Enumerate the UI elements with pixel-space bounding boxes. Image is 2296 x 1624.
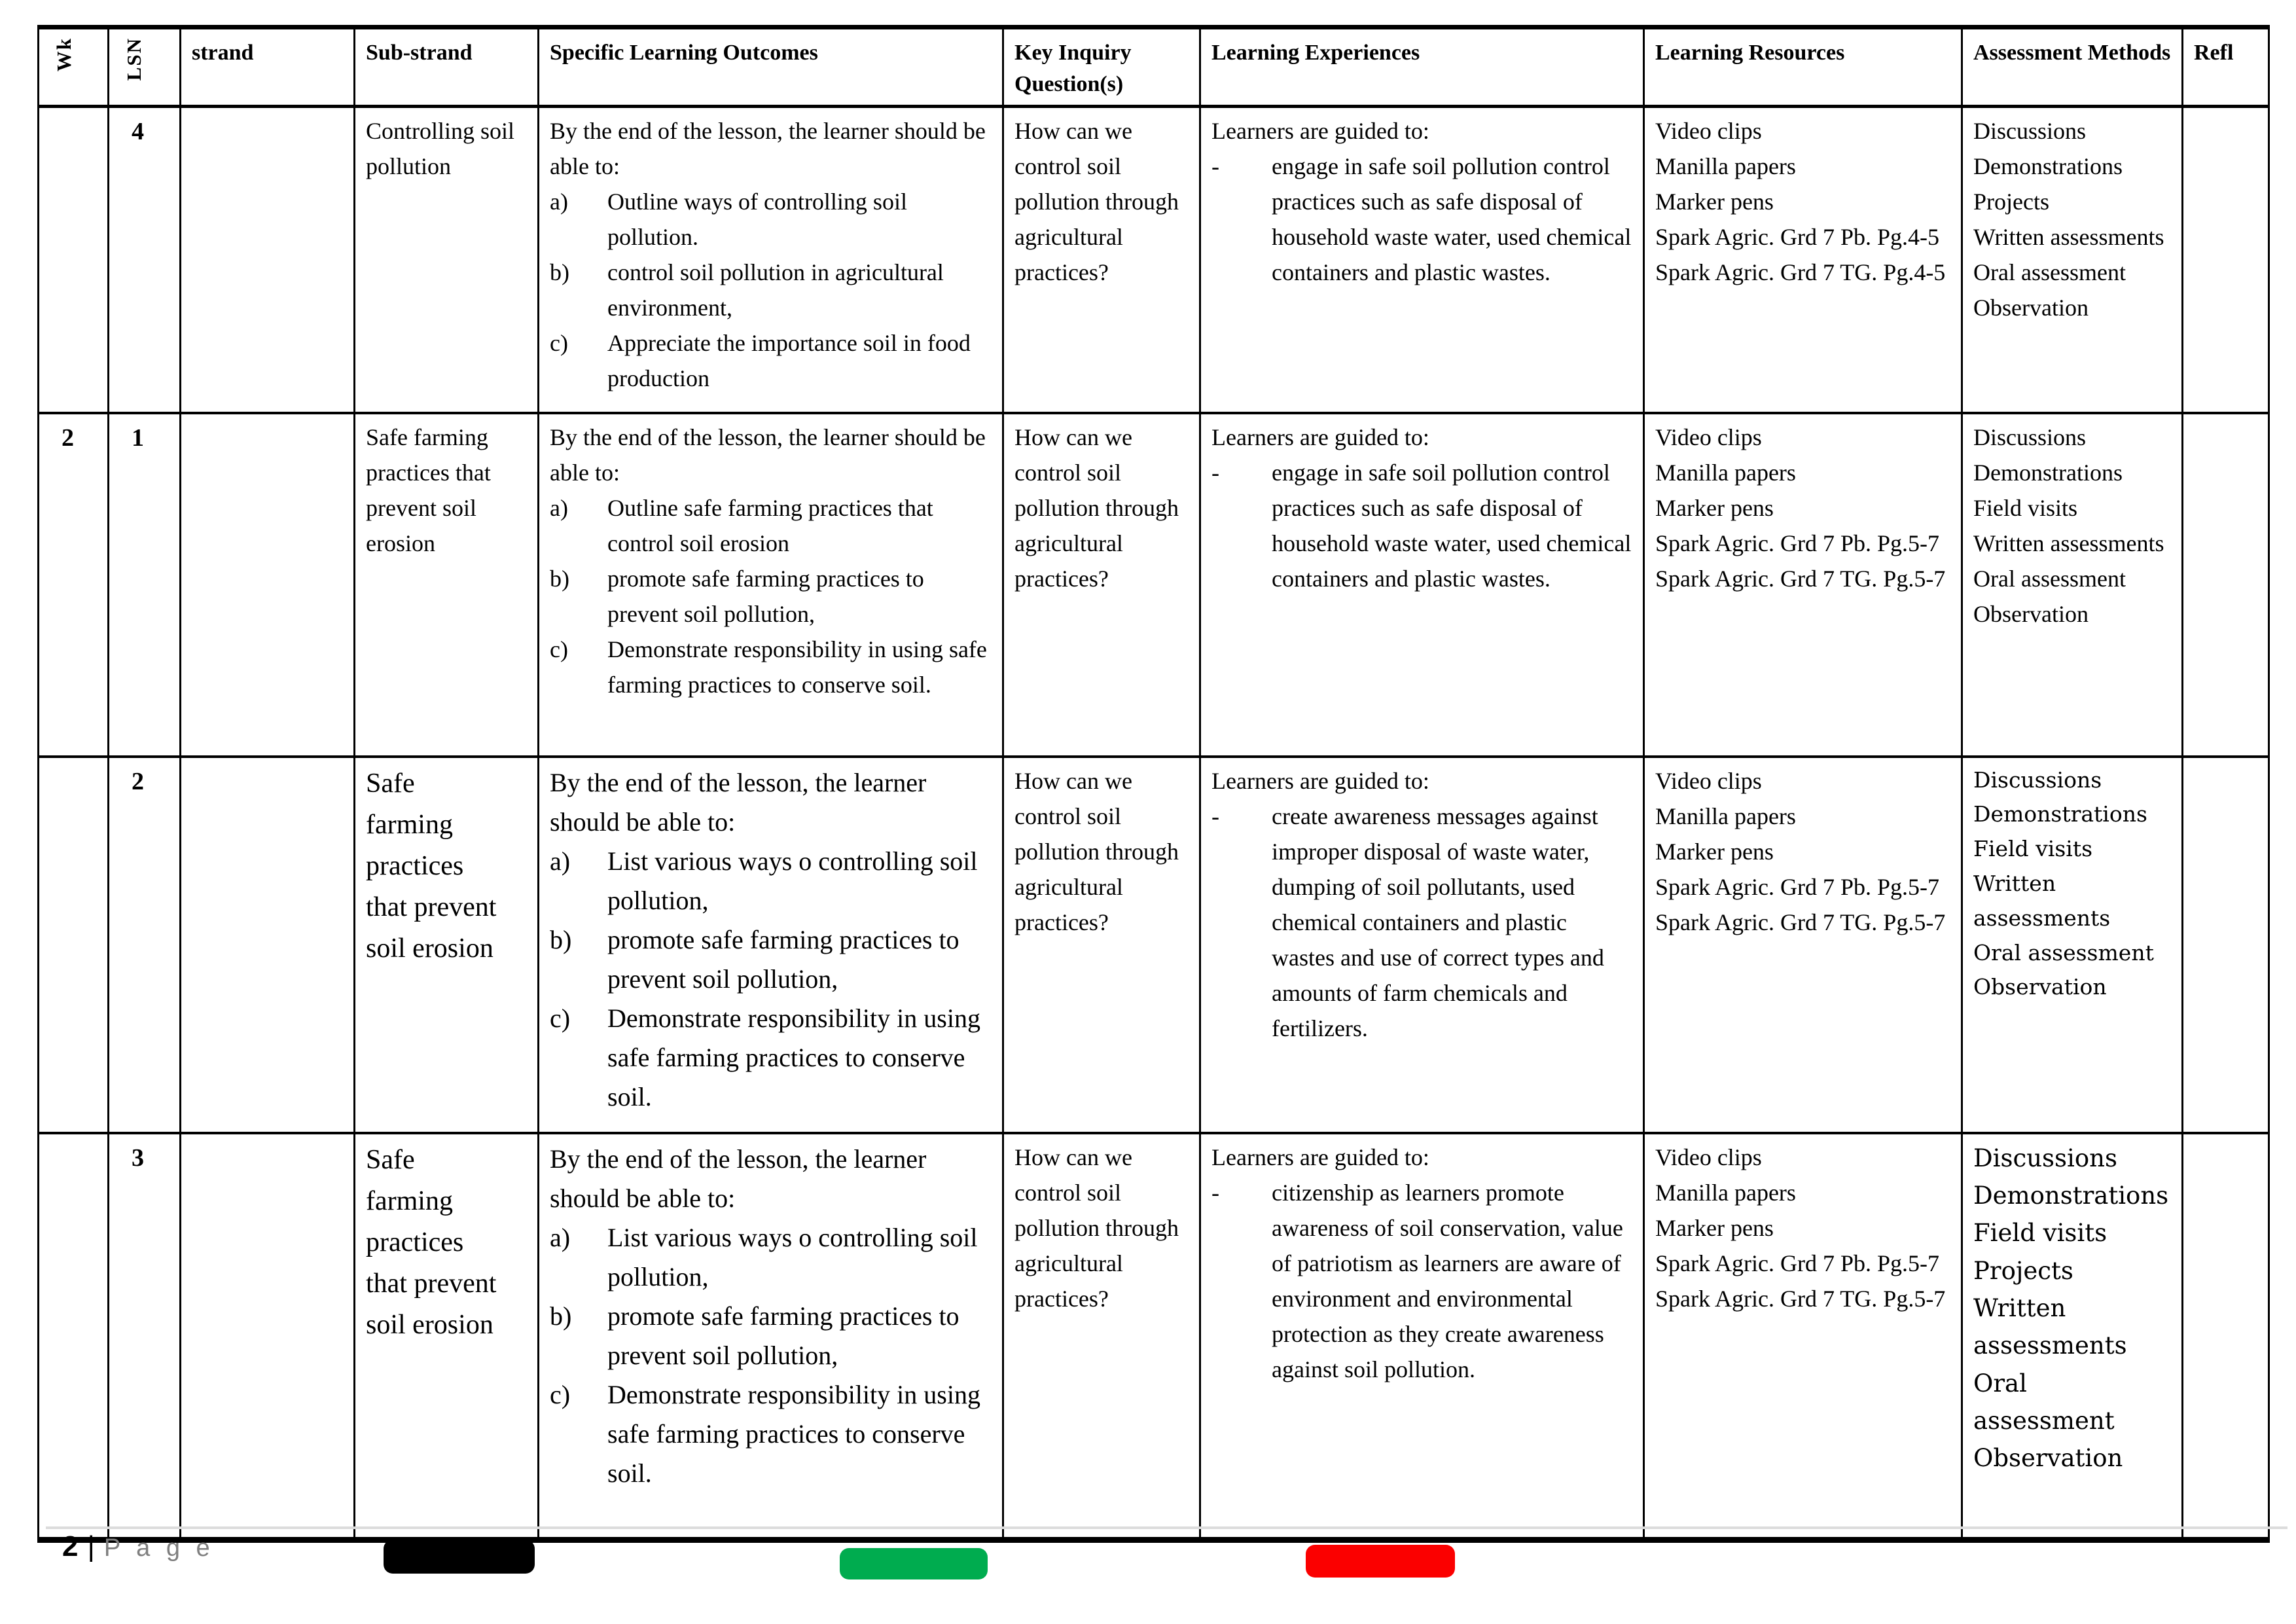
outcome-text: Appreciate the importance soil in food production bbox=[607, 330, 971, 392]
assessment-item: Discussions bbox=[1973, 424, 2087, 450]
resource-item: Spark Agric. Grd 7 TG. Pg.5-7 bbox=[1655, 1285, 1946, 1312]
green-highlight-bar bbox=[840, 1548, 988, 1579]
cell-strand bbox=[181, 413, 355, 757]
outcome-text: Outline ways of controlling soil pollution. bbox=[607, 189, 907, 251]
assessment-item: Written assessments bbox=[1973, 1294, 2127, 1360]
experience-item bbox=[1211, 1175, 1632, 1387]
footer-divider: | bbox=[87, 1530, 95, 1562]
header-lsn-label: LSN bbox=[122, 37, 145, 81]
table-row bbox=[39, 757, 2269, 1133]
outcome-marker: b) bbox=[550, 1301, 572, 1331]
cell-resources bbox=[1644, 757, 1962, 1133]
outcome-item bbox=[550, 184, 992, 255]
experience-text: citizenship as learners promote awareness of soil conservation, value of patriotism as learners are aware of environment and environmental protection as they create awareness against soil pollution. bbox=[1272, 1179, 1623, 1382]
cell-sub-strand: Safe farming practices that prevent soil erosion bbox=[355, 1133, 539, 1540]
outcome-item bbox=[550, 561, 992, 632]
outcome-text: Demonstrate responsibility in using safe farming practices to conserve soil. bbox=[607, 636, 987, 698]
assessment-item: Demonstrations bbox=[1973, 459, 2123, 486]
cell-resources bbox=[1644, 107, 1962, 413]
resource-item: Manilla papers bbox=[1655, 459, 1796, 486]
dash-bullet: - bbox=[1211, 153, 1219, 180]
assessment-item: Written assessments bbox=[1973, 871, 2111, 931]
header-refl: Refl bbox=[2183, 27, 2269, 107]
outcome-marker: a) bbox=[550, 1222, 571, 1252]
cell-experiences bbox=[1200, 413, 1644, 757]
outcome-text: List various ways o controlling soil pollution, bbox=[607, 846, 978, 915]
assessment-item: Observation bbox=[1973, 1444, 2123, 1473]
experience-text: engage in safe soil pollution control practices such as safe disposal of household waste water, used chemical containers and plastic wastes. bbox=[1272, 459, 1632, 592]
resource-item: Spark Agric. Grd 7 Pb. Pg.5-7 bbox=[1655, 873, 1939, 900]
outcome-item bbox=[550, 920, 992, 999]
cell-sub-strand: Safe farming practices that prevent soil erosion bbox=[355, 413, 539, 757]
experiences-intro: Learners are guided to: bbox=[1211, 424, 1429, 450]
resource-item: Marker pens bbox=[1655, 838, 1774, 865]
outcomes-intro: By the end of the lesson, the learner should be able to: bbox=[550, 118, 986, 180]
assessment-item: Written assessments bbox=[1973, 530, 2164, 556]
outcome-text: control soil pollution in agricultural environment, bbox=[607, 259, 944, 321]
outcomes-intro: By the end of the lesson, the learner should be able to: bbox=[550, 1144, 927, 1213]
outcome-marker: c) bbox=[550, 636, 568, 662]
cell-refl bbox=[2183, 757, 2269, 1133]
outcome-item bbox=[550, 255, 992, 325]
outcome-item bbox=[550, 1218, 992, 1297]
cell-key-inquiry: How can we control soil pollution through agricultural practices? bbox=[1003, 107, 1200, 413]
experience-item bbox=[1211, 149, 1632, 290]
header-outcomes: Specific Learning Outcomes bbox=[539, 27, 1003, 107]
cell-wk bbox=[39, 107, 109, 413]
outcome-item bbox=[550, 490, 992, 561]
assessment-item: Written assessments bbox=[1973, 224, 2164, 251]
cell-lsn: 4 bbox=[109, 107, 181, 413]
assessment-item: Observation bbox=[1973, 600, 2089, 627]
assessment-item: Discussions bbox=[1973, 767, 2102, 793]
outcome-marker: a) bbox=[550, 189, 568, 215]
header-experiences: Learning Experiences bbox=[1200, 27, 1644, 107]
header-strand: strand bbox=[181, 27, 355, 107]
outcomes-intro: By the end of the lesson, the learner should be able to: bbox=[550, 767, 927, 837]
assessment-item: Field visits bbox=[1973, 494, 2078, 521]
resource-item: Video clips bbox=[1655, 767, 1762, 794]
dash-bullet: - bbox=[1211, 459, 1219, 486]
outcome-marker: c) bbox=[550, 1003, 571, 1033]
cell-outcomes bbox=[539, 1133, 1003, 1540]
cell-lsn: 3 bbox=[109, 1133, 181, 1540]
resource-item: Manilla papers bbox=[1655, 803, 1796, 829]
cell-key-inquiry: How can we control soil pollution through agricultural practices? bbox=[1003, 757, 1200, 1133]
resource-item: Video clips bbox=[1655, 118, 1762, 145]
resource-item: Marker pens bbox=[1655, 494, 1774, 521]
experience-text: engage in safe soil pollution control practices such as safe disposal of household waste water, used chemical containers and plastic wastes. bbox=[1272, 153, 1632, 286]
experience-text: create awareness messages against improper disposal of waste water, dumping of soil pollutants, used chemical containers and plastic wastes and use of correct types and amounts of farm chemicals and fertilizers. bbox=[1272, 803, 1604, 1041]
outcome-item bbox=[550, 999, 992, 1117]
scheme-of-work-table bbox=[37, 25, 2270, 1543]
cell-strand bbox=[181, 1133, 355, 1540]
resource-item: Spark Agric. Grd 7 TG. Pg.4-5 bbox=[1655, 259, 1946, 286]
experiences-intro: Learners are guided to: bbox=[1211, 118, 1429, 145]
cell-experiences bbox=[1200, 757, 1644, 1133]
table-row bbox=[39, 107, 2269, 413]
table-row bbox=[39, 413, 2269, 757]
page-label: P a g e bbox=[103, 1534, 215, 1562]
experience-item bbox=[1211, 799, 1632, 1046]
cell-experiences bbox=[1200, 107, 1644, 413]
assessment-item: Field visits bbox=[1973, 836, 2093, 862]
outcome-item bbox=[550, 842, 992, 920]
outcome-marker: b) bbox=[550, 259, 569, 286]
assessment-item: Projects bbox=[1973, 1256, 2073, 1285]
experience-item bbox=[1211, 455, 1632, 596]
cell-outcomes bbox=[539, 413, 1003, 757]
cell-refl bbox=[2183, 107, 2269, 413]
outcome-item bbox=[550, 325, 992, 396]
outcome-marker: b) bbox=[550, 565, 569, 592]
assessment-item: Demonstrations bbox=[1973, 153, 2123, 180]
cell-refl bbox=[2183, 1133, 2269, 1540]
cell-sub-strand: Safe farming practices that prevent soil erosion bbox=[355, 757, 539, 1133]
outcome-text: List various ways o controlling soil pollution, bbox=[607, 1222, 978, 1291]
outcome-marker: c) bbox=[550, 330, 568, 357]
cell-strand bbox=[181, 757, 355, 1133]
footer-separator-rule bbox=[46, 1526, 2287, 1529]
cell-assessment bbox=[1962, 413, 2183, 757]
cell-strand bbox=[181, 107, 355, 413]
outcome-text: Demonstrate responsibility in using safe farming practices to conserve soil. bbox=[607, 1003, 980, 1111]
cell-resources bbox=[1644, 413, 1962, 757]
experiences-intro: Learners are guided to: bbox=[1211, 767, 1429, 794]
outcomes-intro: By the end of the lesson, the learner should be able to: bbox=[550, 424, 986, 486]
assessment-item: Oral assessment bbox=[1973, 939, 2154, 965]
cell-assessment bbox=[1962, 107, 2183, 413]
header-resources: Learning Resources bbox=[1644, 27, 1962, 107]
resource-item: Spark Agric. Grd 7 TG. Pg.5-7 bbox=[1655, 909, 1946, 935]
outcome-text: promote safe farming practices to prevent soil pollution, bbox=[607, 1301, 960, 1370]
outcome-text: promote safe farming practices to prevent soil pollution, bbox=[607, 924, 960, 994]
resource-item: Spark Agric. Grd 7 Pb. Pg.4-5 bbox=[1655, 224, 1939, 251]
cell-wk bbox=[39, 1133, 109, 1540]
header-wk-label: Wk bbox=[52, 37, 75, 72]
resource-item: Video clips bbox=[1655, 1144, 1762, 1170]
header-sub-strand: Sub-strand bbox=[355, 27, 539, 107]
black-highlight-bar bbox=[384, 1540, 535, 1574]
outcome-marker: a) bbox=[550, 494, 568, 521]
cell-outcomes bbox=[539, 757, 1003, 1133]
cell-key-inquiry: How can we control soil pollution through agricultural practices? bbox=[1003, 413, 1200, 757]
assessment-item: Oral assessment bbox=[1973, 565, 2126, 592]
header-lsn bbox=[109, 27, 181, 107]
header-wk bbox=[39, 27, 109, 107]
outcome-item bbox=[550, 1297, 992, 1375]
outcome-text: Outline safe farming practices that control soil erosion bbox=[607, 494, 933, 556]
assessment-item: Discussions bbox=[1973, 118, 2087, 145]
cell-resources bbox=[1644, 1133, 1962, 1540]
outcome-marker: a) bbox=[550, 846, 571, 876]
resource-item: Spark Agric. Grd 7 Pb. Pg.5-7 bbox=[1655, 530, 1939, 556]
cell-wk bbox=[39, 757, 109, 1133]
resource-item: Marker pens bbox=[1655, 189, 1774, 215]
page-footer bbox=[62, 1530, 215, 1563]
cell-experiences bbox=[1200, 1133, 1644, 1540]
outcome-item bbox=[550, 632, 992, 702]
cell-assessment bbox=[1962, 757, 2183, 1133]
header-assessment: Assessment Methods bbox=[1962, 27, 2183, 107]
assessment-item: Projects bbox=[1973, 189, 2049, 215]
cell-refl bbox=[2183, 413, 2269, 757]
outcome-marker: b) bbox=[550, 924, 572, 954]
cell-assessment bbox=[1962, 1133, 2183, 1540]
resource-item: Spark Agric. Grd 7 Pb. Pg.5-7 bbox=[1655, 1250, 1939, 1276]
assessment-item: Discussions bbox=[1973, 1144, 2117, 1172]
outcome-item bbox=[550, 1375, 992, 1493]
resource-item: Marker pens bbox=[1655, 1214, 1774, 1241]
outcome-text: Demonstrate responsibility in using safe farming practices to conserve soil. bbox=[607, 1379, 980, 1488]
outcome-marker: c) bbox=[550, 1379, 571, 1409]
cell-outcomes bbox=[539, 107, 1003, 413]
dash-bullet: - bbox=[1211, 803, 1219, 829]
resource-item: Video clips bbox=[1655, 424, 1762, 450]
header-key-inquiry: Key Inquiry Question(s) bbox=[1003, 27, 1200, 107]
cell-wk: 2 bbox=[39, 413, 109, 757]
assessment-item: Oral assessment bbox=[1973, 259, 2126, 286]
cell-sub-strand: Controlling soil pollution bbox=[355, 107, 539, 413]
assessment-item: Demonstrations bbox=[1973, 801, 2147, 827]
assessment-item: Oral assessment bbox=[1973, 1369, 2115, 1435]
red-highlight-bar bbox=[1306, 1545, 1455, 1578]
resource-item: Spark Agric. Grd 7 TG. Pg.5-7 bbox=[1655, 565, 1946, 592]
table-row bbox=[39, 1133, 2269, 1540]
outcome-text: promote safe farming practices to prevent soil pollution, bbox=[607, 565, 924, 627]
assessment-item: Demonstrations bbox=[1973, 1182, 2169, 1210]
assessment-item: Observation bbox=[1973, 295, 2089, 321]
header-row bbox=[39, 27, 2269, 107]
resource-item: Manilla papers bbox=[1655, 153, 1796, 180]
assessment-item: Field visits bbox=[1973, 1219, 2108, 1248]
page-number: 2 bbox=[62, 1530, 79, 1562]
resource-item: Manilla papers bbox=[1655, 1179, 1796, 1206]
assessment-item: Observation bbox=[1973, 974, 2107, 1000]
dash-bullet: - bbox=[1211, 1179, 1219, 1206]
experiences-intro: Learners are guided to: bbox=[1211, 1144, 1429, 1170]
cell-key-inquiry: How can we control soil pollution through agricultural practices? bbox=[1003, 1133, 1200, 1540]
cell-lsn: 2 bbox=[109, 757, 181, 1133]
cell-lsn: 1 bbox=[109, 413, 181, 757]
